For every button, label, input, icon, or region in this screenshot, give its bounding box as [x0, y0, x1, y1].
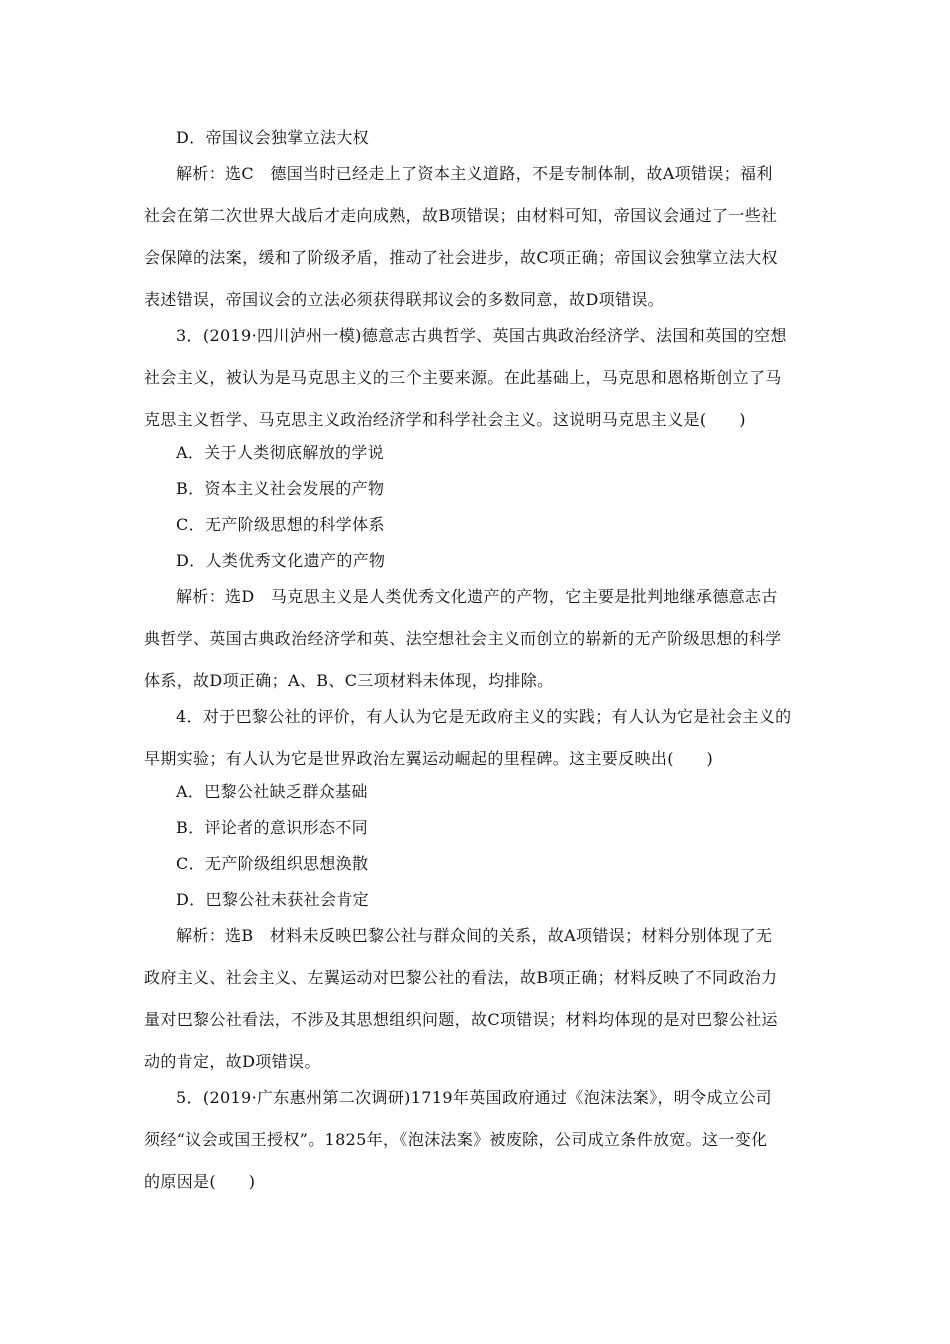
analysis-q2-line-3: 会保障的法案，缓和了阶级矛盾，推动了社会进步，故C项正确；帝国议会独掌立法大权 [144, 248, 778, 267]
question-5-line-2: 须经“议会或国王授权”。1825年，《泡沫法案》被废除，公司成立条件放宽。这一变化 [144, 1130, 768, 1149]
question-4-option-b: B．评论者的意识形态不同 [176, 818, 368, 837]
question-3-option-a: A．关于人类彻底解放的学说 [176, 443, 385, 462]
analysis-q4-line-1: 解析：选B 材料未反映巴黎公社与群众间的关系，故A项错误；材料分别体现了无 [176, 926, 773, 945]
question-3-option-b: B．资本主义社会发展的产物 [176, 479, 385, 498]
question-3-option-c: C．无产阶级思想的科学体系 [176, 515, 385, 534]
option-d-q2: D．帝国议会独掌立法大权 [176, 128, 370, 147]
question-4-option-c: C．无产阶级组织思想涣散 [176, 854, 369, 873]
analysis-q3-line-1: 解析：选D 马克思主义是人类优秀文化遗产的产物，它主要是批判地继承德意志古 [176, 587, 778, 606]
analysis-q2-line-2: 社会在第二次世界大战后才走向成熟，故B项错误；由材料可知，帝国议会通过了一些社 [144, 206, 778, 225]
question-3-line-3: 克思主义哲学、马克思主义政治经济学和科学社会主义。这说明马克思主义是( ) [144, 410, 746, 429]
analysis-q4-line-4: 动的肯定，故D项错误。 [144, 1052, 321, 1071]
question-5-line-1: 5．(2019·广东惠州第二次调研)1719年英国政府通过《泡沫法案》，明令成立公司 [176, 1088, 772, 1107]
question-3-line-2: 社会主义，被认为是马克思主义的三个主要来源。在此基础上，马克思和恩格斯创立了马 [144, 368, 782, 387]
question-4-option-a: A．巴黎公社缺乏群众基础 [176, 782, 368, 801]
question-4-line-2: 早期实验；有人认为它是世界政治左翼运动崛起的里程碑。这主要反映出( ) [144, 749, 714, 768]
analysis-q2-line-1: 解析：选C 德国当时已经走上了资本主义道路，不是专制体制，故A项错误；福利 [176, 164, 773, 183]
question-3-line-1: 3．(2019·四川泸州一模)德意志古典哲学、英国古典政治经济学、法国和英国的空想 [176, 326, 787, 345]
question-3-option-d: D．人类优秀文化遗产的产物 [176, 551, 386, 570]
analysis-q4-line-2: 政府主义、社会主义、左翼运动对巴黎公社的看法，故B项正确；材料反映了不同政治力 [144, 968, 778, 987]
question-5-line-3: 的原因是( ) [144, 1172, 256, 1191]
analysis-q4-line-3: 量对巴黎公社看法，不涉及其思想组织问题，故C项错误；材料均体现的是对巴黎公社运 [144, 1010, 778, 1029]
analysis-q3-line-3: 体系，故D项正确；A、B、C三项材料未体现，均排除。 [144, 671, 554, 690]
analysis-q3-line-2: 典哲学、英国古典政治经济学和英、法空想社会主义而创立的崭新的无产阶级思想的科学 [144, 629, 782, 648]
question-4-line-1: 4．对于巴黎公社的评价，有人认为它是无政府主义的实践；有人认为它是社会主义的 [176, 707, 792, 726]
analysis-q2-line-4: 表述错误，帝国议会的立法必须获得联邦议会的多数同意，故D项错误。 [144, 290, 665, 309]
question-4-option-d: D．巴黎公社未获社会肯定 [176, 890, 370, 909]
